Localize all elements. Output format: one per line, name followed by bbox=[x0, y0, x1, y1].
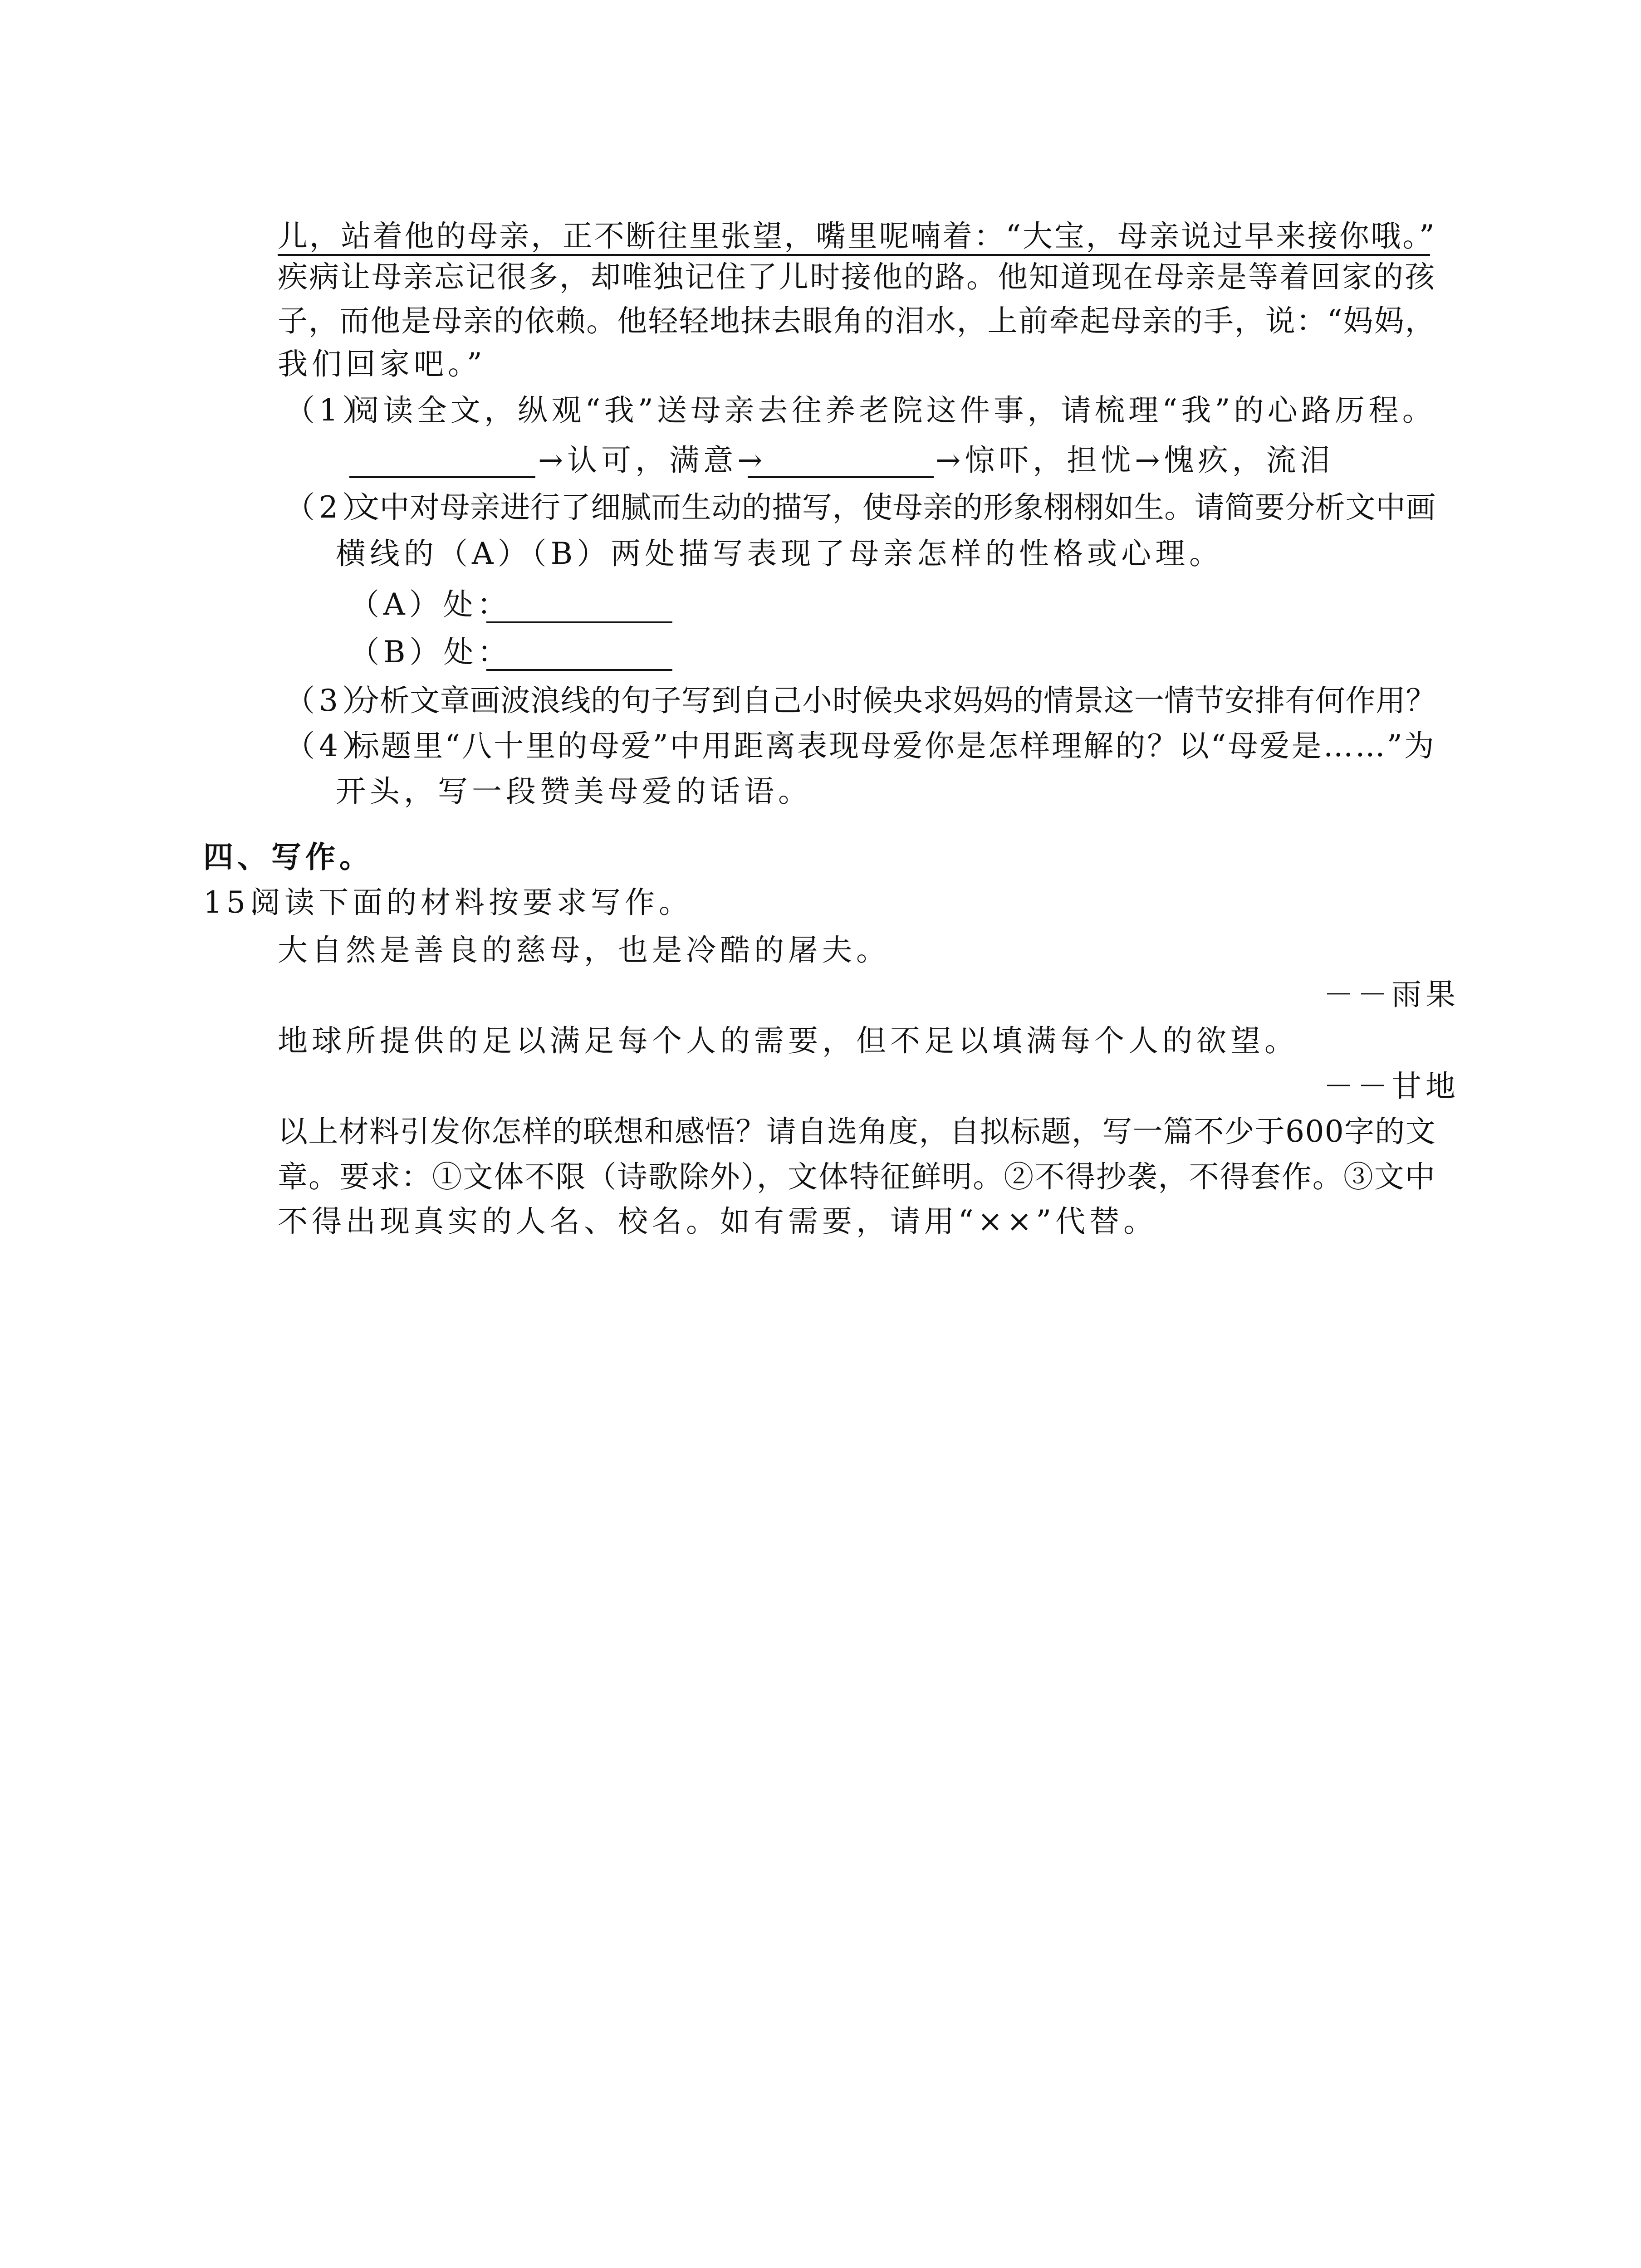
passage-line-1: 儿，站着他的母亲，正不断往里张望，嘴里呢喃着：“大宝，母亲说过早来接你哦。” bbox=[278, 219, 1436, 254]
writing-requirement-line-3: 不得出现真实的人名、校名。如有需要，请用“××”代替。 bbox=[278, 1204, 1158, 1239]
q2-a-label: （A）处： bbox=[349, 587, 511, 622]
section-heading-writing: 四、写作。 bbox=[203, 839, 373, 875]
q15-instruction: 阅读下面的材料按要求写作。 bbox=[250, 885, 693, 920]
passage-line-2: 疾病让母亲忘记很多，却唯独记住了儿时接他的路。他知道现在母亲是等着回家的孩 bbox=[278, 259, 1436, 294]
q4-line-1: 标题里“八十里的母爱”中用距离表现母爱你是怎样理解的？以“母爱是……”为 bbox=[349, 728, 1436, 763]
quote-gandhi-author: －－甘地 bbox=[1323, 1069, 1460, 1104]
q4-line-2: 开头，写一段赞美母爱的话语。 bbox=[336, 774, 812, 809]
q2-line-2: 横线的（A）（B）两处描写表现了母亲怎样的性格或心理。 bbox=[336, 536, 1224, 571]
q2-b-label: （B）处： bbox=[349, 635, 512, 670]
passage-line-4: 我们回家吧。” bbox=[278, 347, 486, 381]
q2-line-1: 文中对母亲进行了细腻而生动的描写，使母亲的形象栩栩如生。请简要分析文中画 bbox=[349, 490, 1436, 525]
writing-requirement-line-1: 以上材料引发你怎样的联想和感悟？请自选角度，自拟标题，写一篇不少于600字的文 bbox=[278, 1114, 1436, 1149]
quote-gandhi: 地球所提供的足以满足每个人的需要，但不足以填满每个人的欲望。 bbox=[278, 1023, 1298, 1058]
writing-requirement-line-2: 章。要求：①文体不限（诗歌除外），文体特征鲜明。②不得抄袭，不得套作。③文中 bbox=[278, 1159, 1436, 1194]
q1-blank-2[interactable] bbox=[748, 476, 934, 478]
q3-number: （3） bbox=[285, 683, 376, 718]
q1-flow-b: →惊吓，担忧→愧疚，流泪 bbox=[936, 443, 1334, 478]
q2-a-blank[interactable] bbox=[486, 621, 672, 623]
q2-b-blank[interactable] bbox=[486, 669, 672, 671]
passage-line-3: 子，而他是母亲的依赖。他轻轻地抹去眼角的泪水，上前牵起母亲的手，说：“妈妈， bbox=[278, 303, 1436, 338]
q3-text: 分析文章画波浪线的句子写到自己小时候央求妈妈的情景这一情节安排有何作用？ bbox=[349, 683, 1436, 718]
q2-number: （2） bbox=[285, 490, 376, 525]
quote-hugo-author: －－雨果 bbox=[1323, 977, 1460, 1012]
q1-flow-a: →认可，满意→ bbox=[538, 443, 767, 478]
q4-number: （4） bbox=[285, 728, 376, 763]
underline-b bbox=[278, 254, 1430, 256]
q1-blank-1[interactable] bbox=[349, 476, 535, 478]
quote-hugo: 大自然是善良的慈母，也是冷酷的屠夫。 bbox=[278, 933, 890, 968]
q1-text: 阅读全文，纵观“我”送母亲去往养老院这件事，请梳理“我”的心路历程。 bbox=[349, 393, 1436, 428]
q1-number: （1） bbox=[285, 393, 376, 428]
q15-number: 15. bbox=[203, 885, 263, 920]
